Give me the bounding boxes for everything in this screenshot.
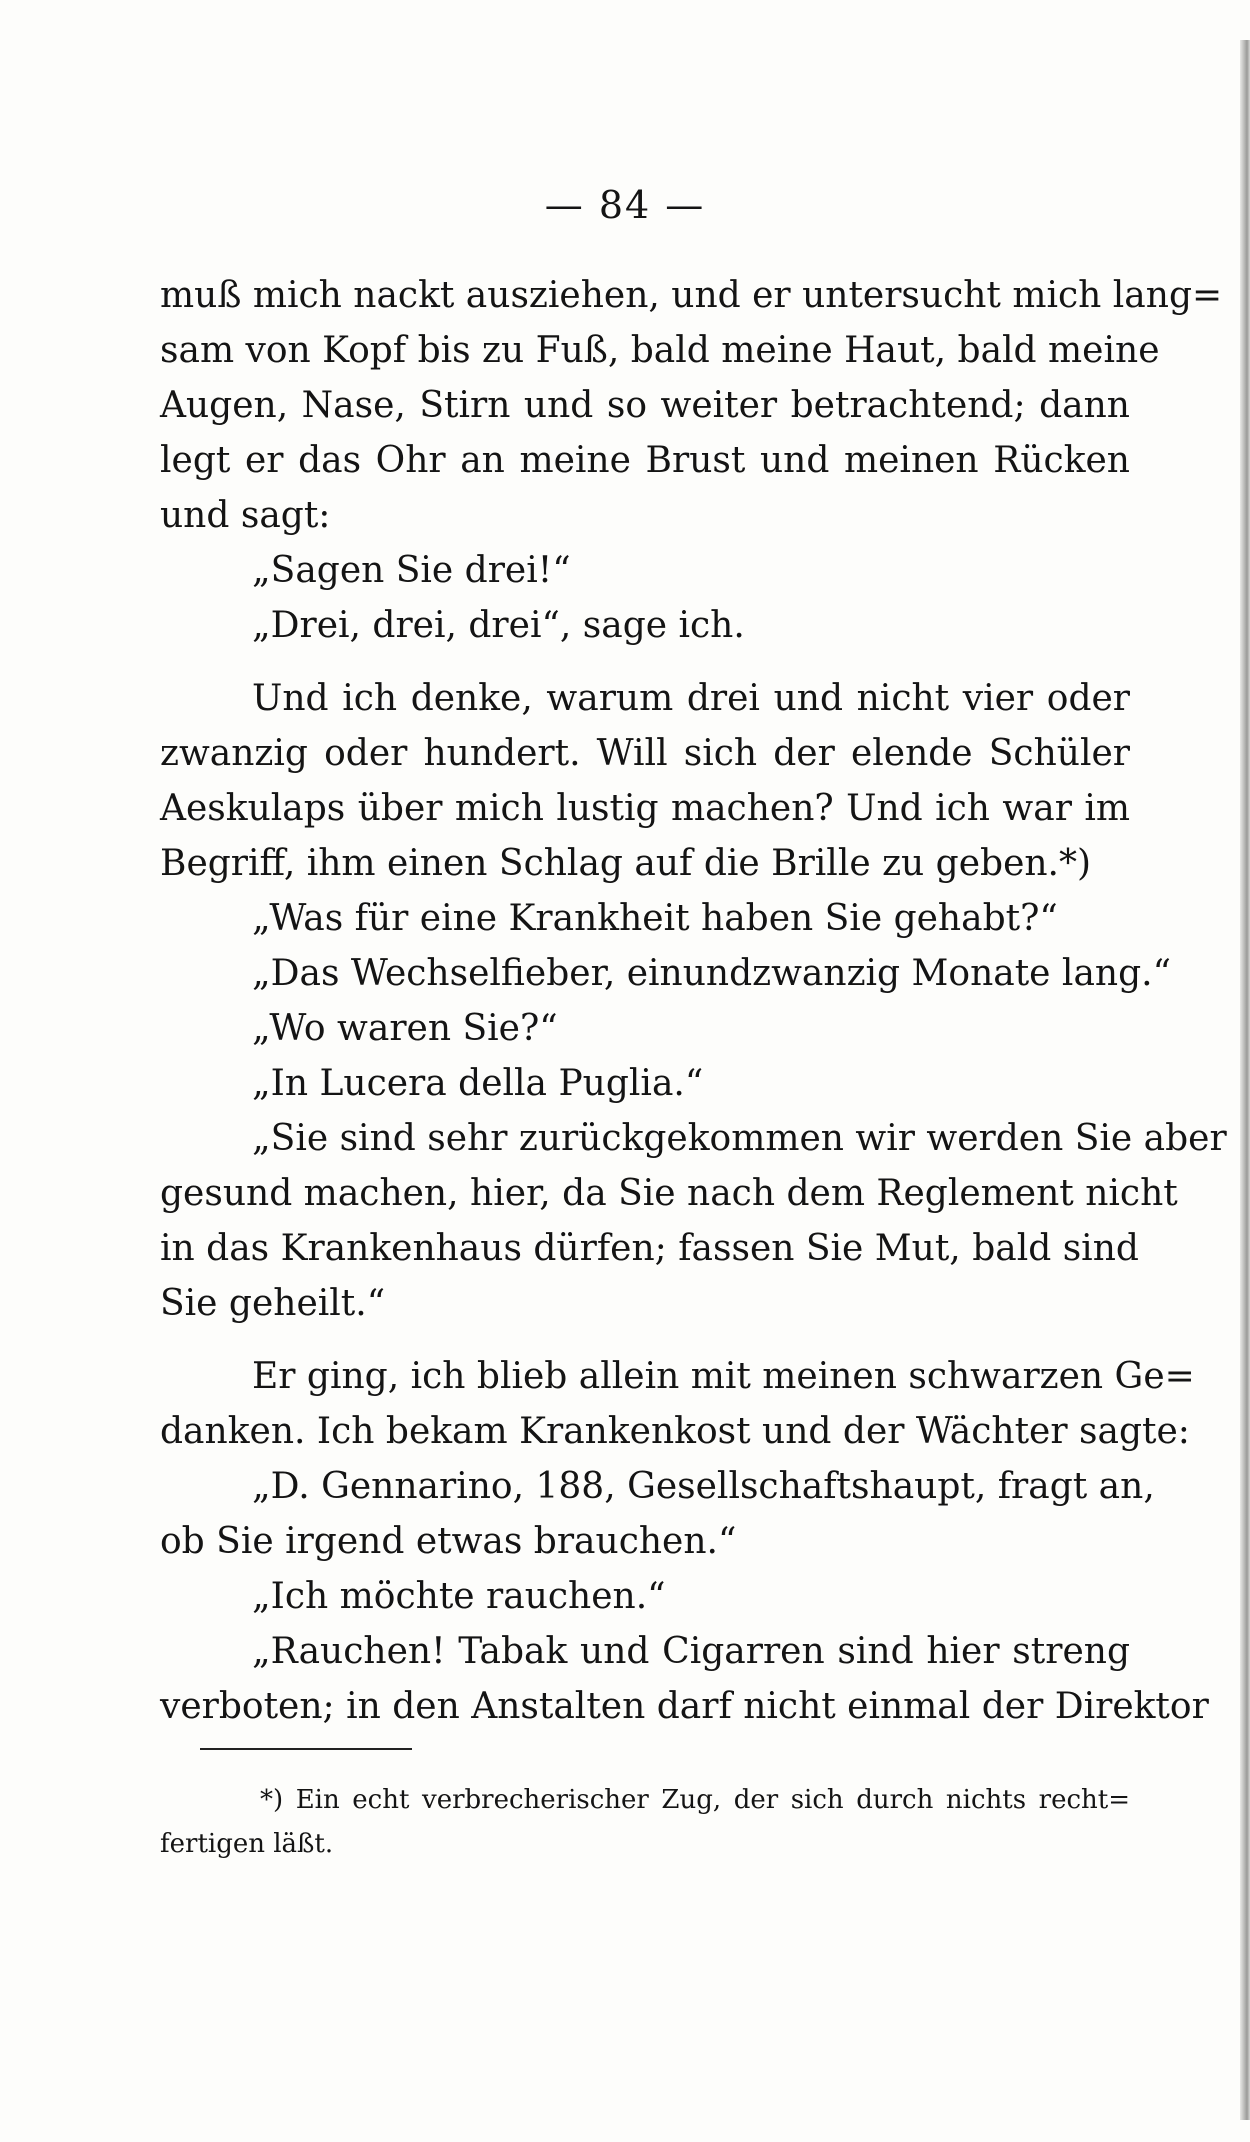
- text-line: „In Lucera della Puglia.“: [252, 1063, 704, 1104]
- text-line: Und ich denke, warum drei und nicht vier oder: [252, 678, 1130, 719]
- text-line: sam von Kopf bis zu Fuß, bald meine Haut, bald meine: [160, 330, 1160, 371]
- text-line: „Sagen Sie drei!“: [252, 550, 571, 591]
- text-line: Sie geheilt.“: [160, 1283, 386, 1324]
- text-line: „Sie sind sehr zurückgekommen wir werden Sie aber: [252, 1118, 1227, 1159]
- text-line: Aeskulaps über mich lustig machen? Und ich war im: [160, 788, 1130, 829]
- paragraph-gap: [160, 653, 1130, 671]
- text-line: verboten; in den Anstalten darf nicht einmal der Direktor: [160, 1686, 1209, 1727]
- footnote-divider: [200, 1748, 412, 1750]
- text-line: Begriff, ihm einen Schlag auf die Brille zu geben.*): [160, 843, 1092, 884]
- text-line: in das Krankenhaus dürfen; fassen Sie Mut, bald sind: [160, 1228, 1139, 1269]
- text-line: Augen, Nase, Stirn und so weiter betrachtend; dann: [160, 385, 1130, 426]
- text-line: legt er das Ohr an meine Brust und meinen Rücken: [160, 440, 1130, 481]
- text-line: „Das Wechselfieber, einundzwanzig Monate lang.“: [252, 953, 1171, 994]
- text-line: „Rauchen! Tabak und Cigarren sind hier streng: [252, 1631, 1130, 1672]
- text-line: „Ich möchte rauchen.“: [252, 1576, 666, 1617]
- text-line: „Drei, drei, drei“, sage ich.: [252, 605, 745, 646]
- text-line: ob Sie irgend etwas brauchen.“: [160, 1521, 737, 1562]
- text-line: „D. Gennarino, 188, Gesellschaftshaupt, fragt an,: [252, 1466, 1155, 1507]
- text-line: danken. Ich bekam Krankenkost und der Wächter sagte:: [160, 1411, 1190, 1452]
- footnote-line: *) Ein echt verbrecherischer Zug, der sich durch nichts recht=: [260, 1785, 1130, 1815]
- text-line: gesund machen, hier, da Sie nach dem Reglement nicht: [160, 1173, 1178, 1214]
- footnote-line: fertigen läßt.: [160, 1829, 334, 1859]
- text-line: zwanzig oder hundert. Will sich der elende Schüler: [160, 733, 1130, 774]
- page-edge-shadow: [1240, 40, 1250, 2120]
- footnote: [160, 1778, 1130, 1866]
- text-line: Er ging, ich blieb allein mit meinen schwarzen Ge=: [252, 1356, 1195, 1397]
- text-line: muß mich nackt ausziehen, und er untersucht mich lang=: [160, 275, 1223, 316]
- text-line: „Was für eine Krankheit haben Sie gehabt?“: [252, 898, 1058, 939]
- text-line: „Wo waren Sie?“: [252, 1008, 558, 1049]
- page-number: — 84 —: [544, 183, 706, 227]
- body-text: [160, 268, 1227, 1734]
- text-line: und sagt:: [160, 495, 331, 536]
- paragraph-gap: [160, 1331, 1130, 1349]
